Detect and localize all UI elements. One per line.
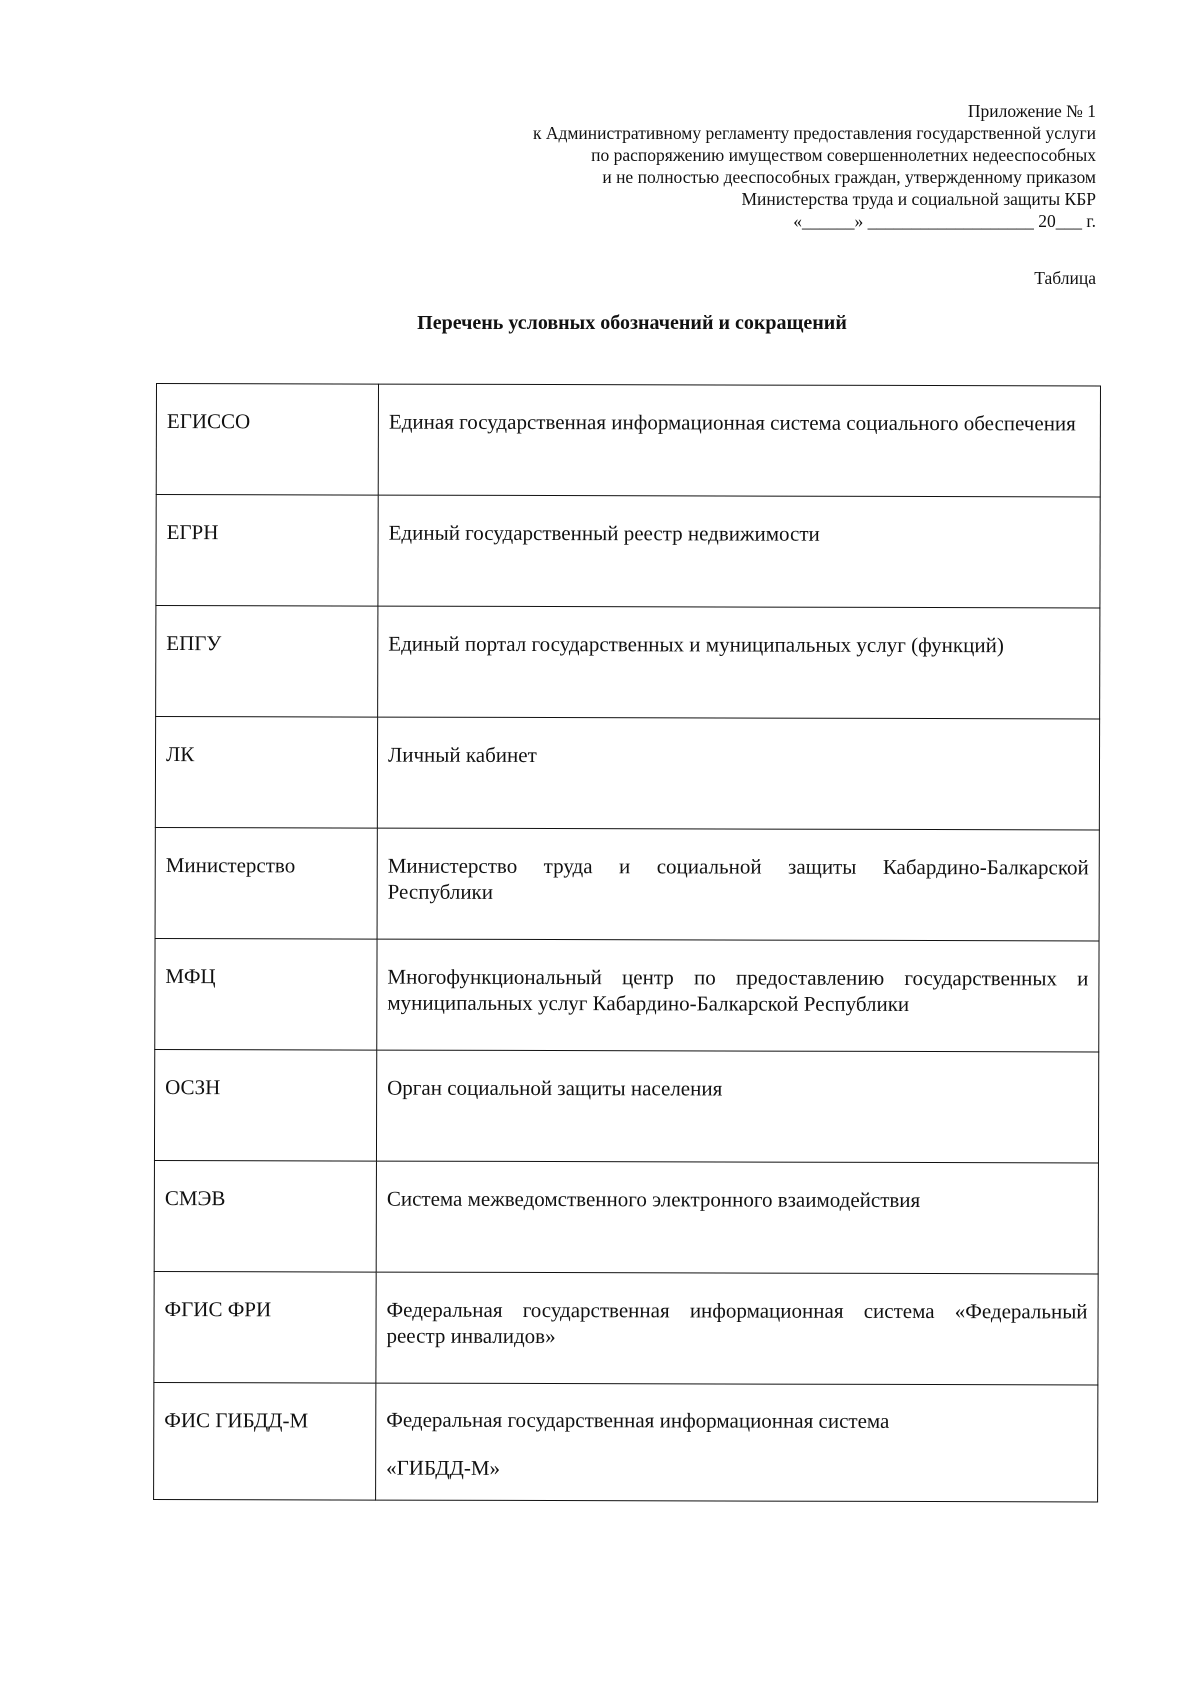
table-row <box>156 495 1100 608</box>
appendix-reference-line: к Административному регламенту предоставления государственной услуги <box>532 123 1096 143</box>
appendix-header <box>533 100 1096 232</box>
table-row <box>155 827 1099 940</box>
abbreviation-cell: ЛК <box>155 717 377 829</box>
definition-line: «ГИБДД-М» <box>386 1455 501 1480</box>
definition-cell: Единая государственная информационная система социального обеспечения <box>378 384 1100 497</box>
definition-cell: Федеральная государственная информационная система «Федеральный реестр инвалидов» <box>376 1272 1098 1385</box>
table-row <box>155 717 1099 830</box>
abbreviation-cell: ОСЗН <box>154 1049 376 1161</box>
abbreviation-cell: ЕПГУ <box>156 606 378 718</box>
table-row <box>156 384 1100 497</box>
appendix-reference-line: по распоряжению имуществом совершеннолетних недееспособных <box>591 145 1096 165</box>
abbreviation-cell: МФЦ <box>155 938 377 1050</box>
table-row <box>155 938 1099 1051</box>
approval-date-line: «______» ___________________ 20___ г. <box>793 211 1096 231</box>
abbreviation-cell: ЕГИССО <box>156 384 378 496</box>
appendix-reference-line: и не полностью дееспособных граждан, утвержденному приказом <box>602 167 1096 187</box>
abbreviation-cell: ФГИС ФРИ <box>154 1271 376 1383</box>
table-row <box>156 606 1100 719</box>
definition-cell: Единый портал государственных и муниципальных услуг (функций) <box>378 606 1100 719</box>
abbreviation-cell: СМЭВ <box>154 1160 376 1272</box>
table-caption: Таблица <box>1034 268 1096 288</box>
abbreviation-cell: ФИС ГИБДД-М <box>154 1382 376 1500</box>
definition-cell: Многофункциональный центр по предоставлению государственных и муниципальных услуг Кабардино-Балкарской Республики <box>377 939 1099 1052</box>
appendix-reference-line: Министерства труда и социальной защиты КБР <box>741 189 1096 209</box>
definition-cell: Единый государственный реестр недвижимости <box>378 495 1100 608</box>
definition-cell: Министерство труда и социальной защиты Кабардино-Балкарской Республики <box>377 828 1099 941</box>
table-row <box>154 1160 1098 1273</box>
definition-cell: Личный кабинет <box>377 717 1099 830</box>
abbreviation-cell: Министерство <box>155 827 377 939</box>
abbreviations-table <box>153 383 1101 1502</box>
definition-cell: Система межведомственного электронного взаимодействия <box>376 1161 1098 1274</box>
definition-cell <box>376 1383 1098 1502</box>
abbreviation-cell: ЕГРН <box>156 495 378 607</box>
table-row <box>154 1049 1098 1162</box>
appendix-number: Приложение № 1 <box>967 101 1096 121</box>
definition-cell: Орган социальной защиты населения <box>376 1050 1098 1163</box>
page-title: Перечень условных обозначений и сокращений <box>417 312 847 334</box>
table-row <box>154 1382 1098 1501</box>
table-row <box>154 1271 1098 1384</box>
definition-line: Федеральная государственная информационная система <box>386 1407 890 1433</box>
